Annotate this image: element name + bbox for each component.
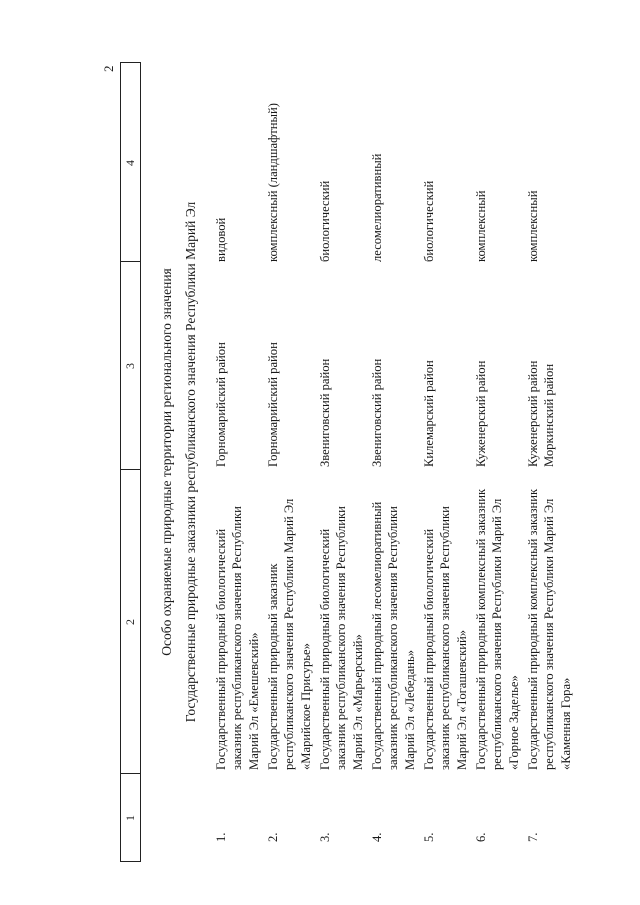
district-line: Моркинский район	[542, 363, 557, 467]
reserve-name-line: Марий Эл «Марьерский»	[350, 634, 365, 770]
district	[473, 267, 489, 467]
reserve-name-line: Марий Эл «Лебедань»	[402, 649, 417, 770]
district-line: Килемарский район	[422, 360, 436, 467]
reserve-name-line: заказник республиканского значения Республики	[386, 506, 401, 770]
reserve-name-line: республиканского значения Республики Марий Эл	[490, 498, 505, 770]
district	[369, 267, 385, 467]
reserve-name	[317, 470, 366, 770]
row-number: 1.	[214, 832, 228, 842]
reserve-type: комплексный (ландшафтный)	[266, 103, 280, 262]
column-header-2: 2	[123, 619, 137, 625]
column-header-4: 4	[123, 160, 137, 166]
column-divider	[120, 62, 140, 63]
row-number: 7.	[526, 832, 540, 842]
reserve-type: комплексный	[526, 190, 540, 262]
reserve-name	[213, 470, 262, 770]
row-number: 4.	[370, 832, 384, 842]
reserve-name-line: Государственный природный лесомелиоративный	[370, 501, 384, 770]
district	[421, 267, 437, 467]
reserve-name-line: «Горное Заделье»	[506, 675, 521, 770]
column-divider	[120, 773, 140, 774]
reserve-type: лесомелиоративный	[370, 153, 384, 262]
district-line: Горномарийский район	[266, 342, 280, 467]
reserve-name-line: Государственный природный биологический	[318, 528, 332, 770]
reserve-type: биологический	[318, 180, 332, 262]
reserve-name-line: Государственный природный заказник	[266, 563, 280, 770]
district-line: Звениговский район	[370, 358, 384, 467]
reserve-name	[421, 470, 470, 770]
reserve-name-line: Государственный природный биологический	[214, 528, 228, 770]
row-number: 6.	[474, 832, 488, 842]
reserve-type: биологический	[422, 180, 436, 262]
reserve-name-line: заказник республиканского значения Республики	[230, 506, 245, 770]
reserve-name-line: Марий Эл «Емешевский»	[246, 632, 261, 770]
reserve-name-line: «Каменная Гора»	[558, 677, 573, 770]
district-line: Горномарийский район	[214, 342, 228, 467]
table-header-bottom-rule	[140, 62, 141, 862]
row-number: 2.	[266, 832, 280, 842]
district-line: Куженерский район	[526, 360, 540, 467]
row-number: 5.	[422, 832, 436, 842]
reserve-name	[525, 470, 574, 770]
rotated-table	[102, 62, 622, 862]
section-subtitle: Государственные природные заказники республиканского значения Республики Марий Эл	[183, 201, 198, 723]
row-number: 3.	[318, 832, 332, 842]
column-divider	[120, 261, 140, 262]
reserve-name-line: Государственный природный комплексный заказник	[474, 488, 488, 770]
column-header-3: 3	[123, 363, 137, 369]
column-header-1: 1	[123, 815, 137, 821]
reserve-name-line: заказник республиканского значения Республики	[438, 506, 453, 770]
reserve-name-line: Марий Эл «Тогашевский»	[454, 629, 469, 770]
district	[213, 267, 229, 467]
district	[265, 267, 281, 467]
reserve-name-line: Государственный природный комплексный заказник	[526, 488, 540, 770]
reserve-name-line: республиканского значения Республики Марий Эл	[282, 498, 297, 770]
reserve-name-line: Государственный природный биологический	[422, 528, 436, 770]
table-header-top-rule	[120, 62, 121, 862]
reserve-name	[369, 470, 418, 770]
reserve-name	[265, 470, 314, 770]
page-number: 2	[101, 65, 116, 72]
district	[525, 267, 558, 467]
district-line: Звениговский район	[318, 358, 332, 467]
reserve-name-line: республиканского значения Республики Марий Эл	[542, 498, 557, 770]
section-title: Особо охраняемые природные территории регионального значения	[159, 268, 174, 656]
reserve-type: видовой	[214, 217, 228, 262]
column-divider	[120, 469, 140, 470]
reserve-name-line: заказник республиканского значения Республики	[334, 506, 349, 770]
district	[317, 267, 333, 467]
district-line: Куженерский район	[474, 360, 488, 467]
reserve-name	[473, 470, 522, 770]
reserve-type: комплексный	[474, 190, 488, 262]
reserve-name-line: «Марийское Присурье»	[298, 643, 313, 770]
column-divider	[120, 861, 140, 862]
